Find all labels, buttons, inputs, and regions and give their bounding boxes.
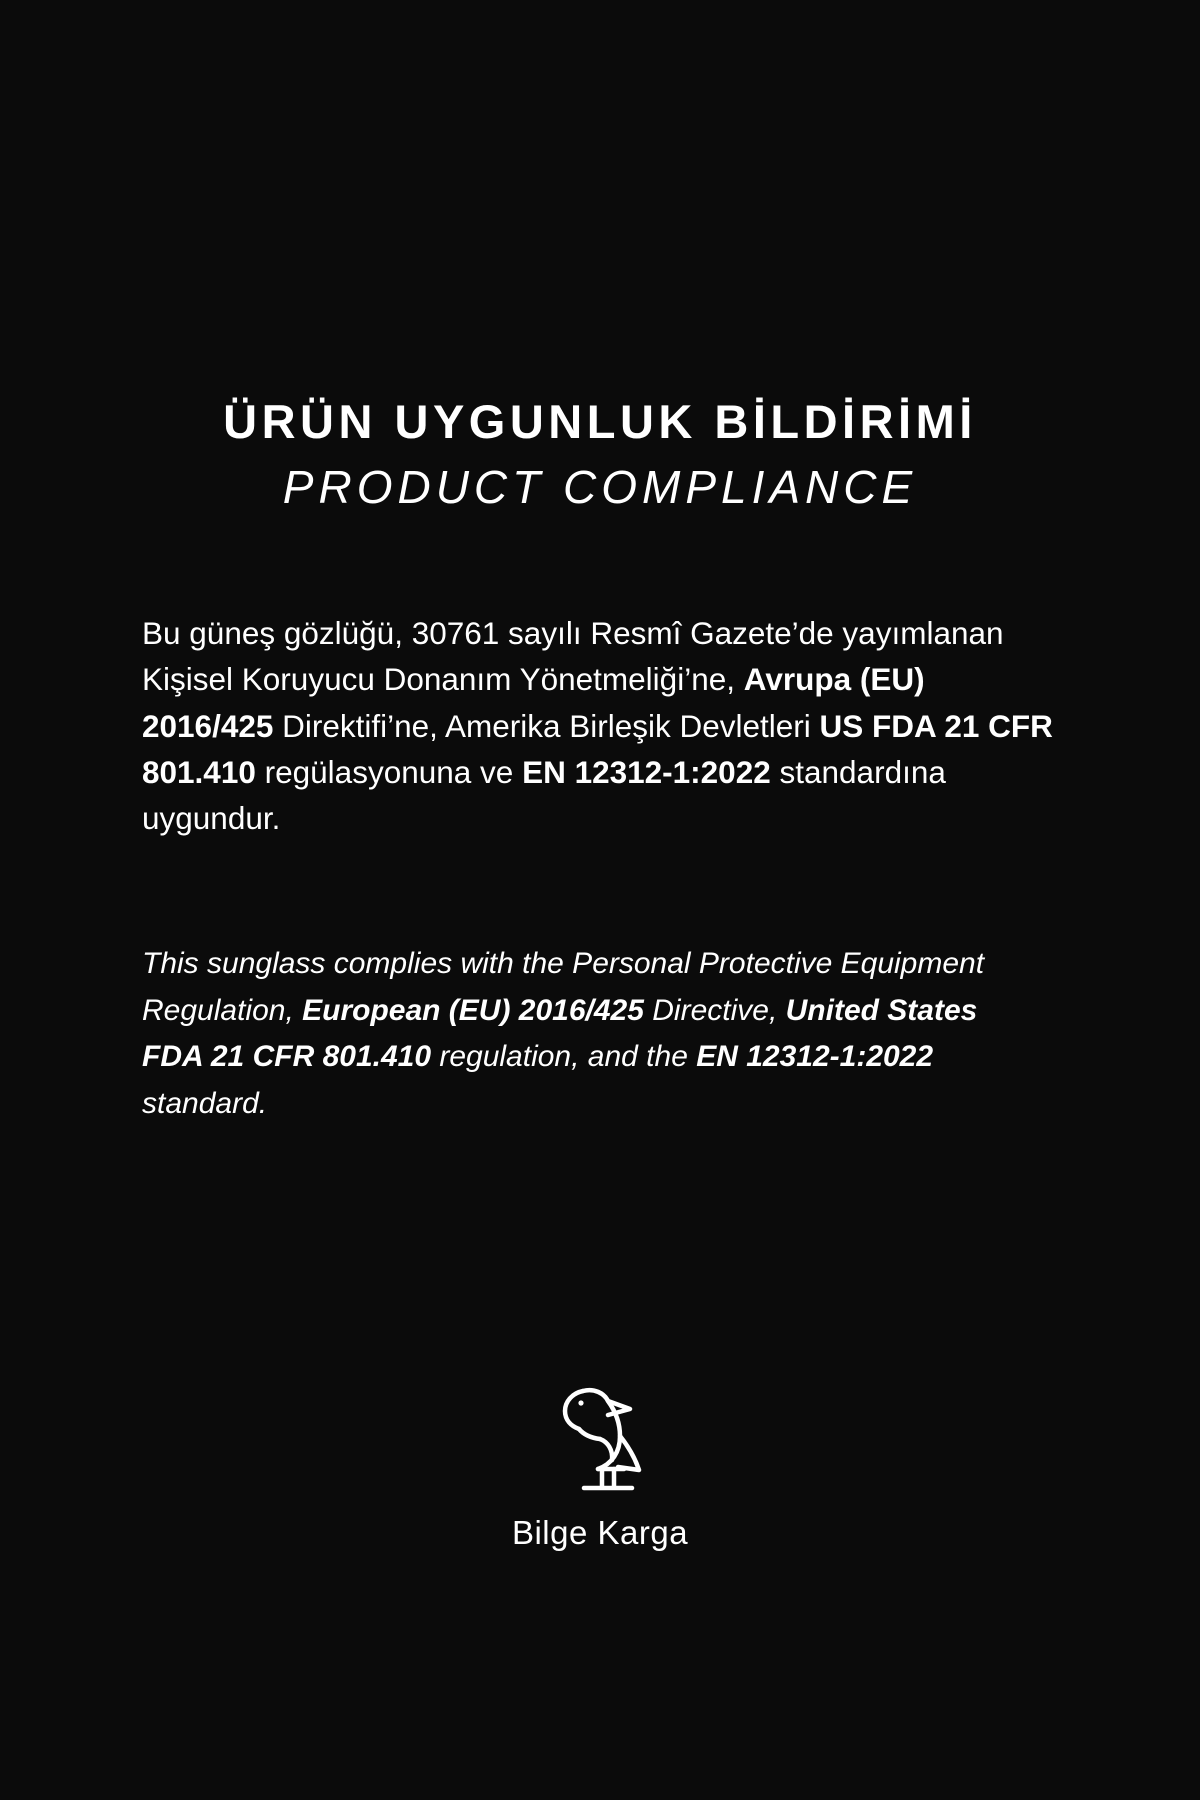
page-title-english: PRODUCT COMPLIANCE: [282, 461, 918, 514]
page-title-turkish: ÜRÜN UYGUNLUK BİLDİRİMİ: [223, 395, 977, 448]
crow-bird-icon: [540, 1368, 660, 1500]
brand-logo-area: [0, 1368, 1200, 1552]
body-block: [140, 610, 1060, 1127]
compliance-paragraph-turkish: Bu güneş gözlüğü, 30761 sayılı Resmî Gazete’de yayımlanan Kişisel Koruyucu Donanım Yönetmeliği’ne, Avrupa (EU) 2016/425 Direktifi’ne, Amerika Birleşik Devletleri US FDA 21 CFR 801.410 regülasyonuna ve EN 12312-1:2022 standardına uygundur.: [142, 614, 1053, 837]
heading-block: [140, 395, 1060, 514]
compliance-paragraph-english: This sunglass complies with the Personal Protective Equipment Regulation, European (EU) 2016/425 Directive, United States FDA 21 CFR 801.410 regulation, and the EN 12312-1:2022 standard.: [142, 947, 985, 1120]
brand-name: Bilge Karga: [511, 1514, 689, 1551]
